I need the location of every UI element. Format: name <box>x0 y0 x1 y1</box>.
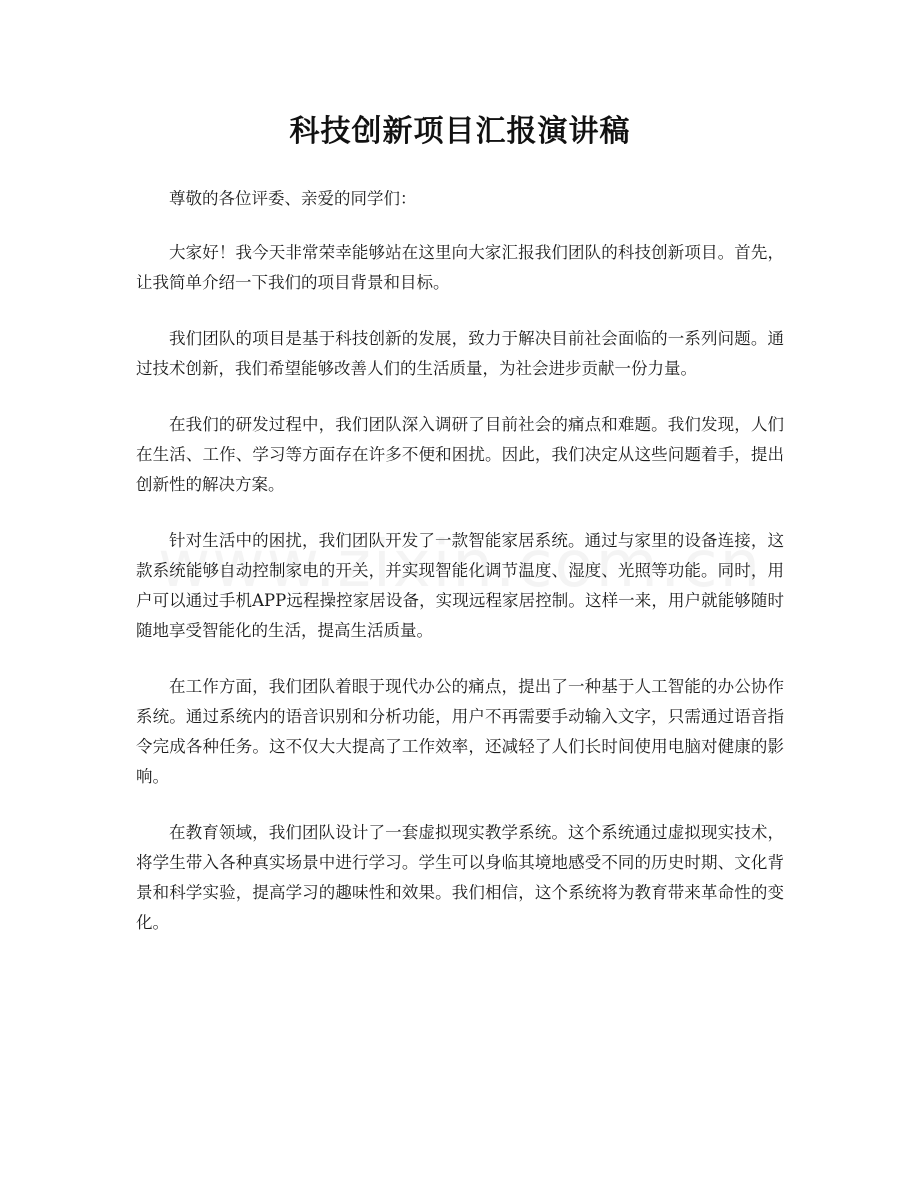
paragraph-introduction: 大家好！我今天非常荣幸能够站在这里向大家汇报我们团队的科技创新项目。首先，让我简单介绍一下我们的项目背景和目标。 <box>136 243 784 292</box>
document-body <box>136 184 784 964</box>
paragraph-greeting: 尊敬的各位评委、亲爱的同学们： <box>169 189 417 208</box>
paragraph-office-system: 在工作方面，我们团队着眼于现代办公的痛点，提出了一种基于人工智能的办公协作系统。通过系统内的语音识别和分析功能，用户不再需要手动输入文字，只需通过语音指令完成各种任务。这不仅大大提高了工作效率，还减轻了人们长时间使用电脑对健康的影响。 <box>136 677 784 786</box>
page-title: 科技创新项目汇报演讲稿 <box>289 114 631 149</box>
paragraph-education-vr: 在教育领域，我们团队设计了一套虚拟现实教学系统。这个系统通过虚拟现实技术，将学生带入各种真实场景中进行学习。学生可以身临其境地感受不同的历史时期、文化背景和科学实验，提高学习的趣味性和效果。我们相信，这个系统将为教育带来革命性的变化。 <box>136 823 784 932</box>
paragraph-research: 在我们的研发过程中，我们团队深入调研了目前社会的痛点和难题。我们发现，人们在生活、工作、学习等方面存在许多不便和困扰。因此，我们决定从这些问题着手，提出创新性的解决方案。 <box>136 415 784 494</box>
paragraph-project-goal: 我们团队的项目是基于科技创新的发展，致力于解决目前社会面临的一系列问题。通过技术创新，我们希望能够改善人们的生活质量，为社会进步贡献一份力量。 <box>136 329 784 378</box>
paragraph-smart-home: 针对生活中的困扰，我们团队开发了一款智能家居系统。通过与家里的设备连接，这款系统能够自动控制家电的开关，并实现智能化调节温度、湿度、光照等功能。同时，用户可以通过手机APP远程操控家居设备，实现远程家居控制。这样一来，用户就能够随时随地享受智能化的生活，提高生活质量。 <box>136 531 784 640</box>
